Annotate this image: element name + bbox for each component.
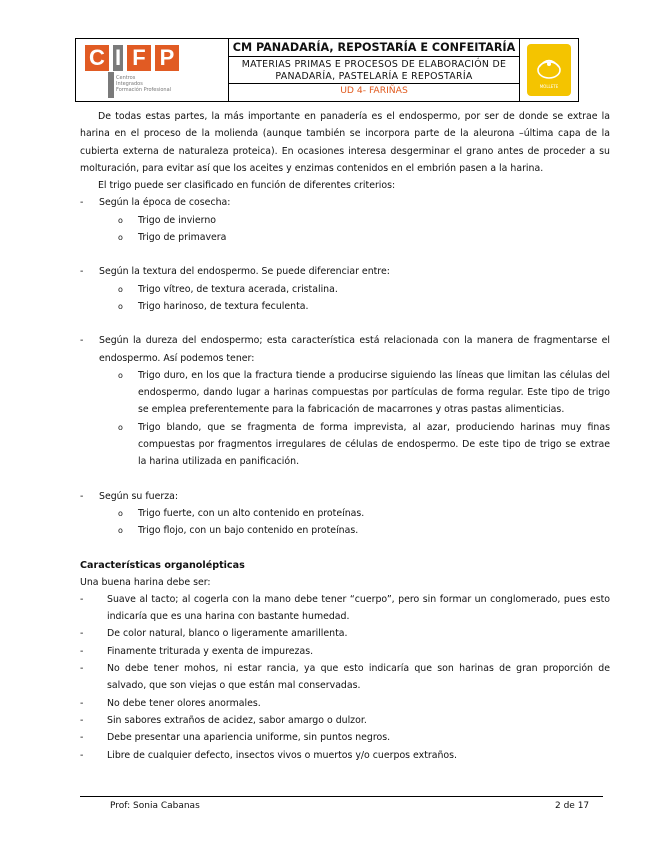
logo-letter-f: F	[127, 45, 151, 71]
page-number: 2 de 17	[555, 801, 590, 811]
section-intro: Una buena harina debe ser:	[80, 576, 211, 588]
criterion-item: - Según su fuerza:	[80, 490, 179, 502]
unit-title: UD 4- FARIÑAS	[340, 85, 408, 96]
badge-text: MOLLETE	[539, 83, 559, 89]
logo-letter-i: I	[114, 45, 122, 70]
property-item: - Finamente triturada y exenta de impurezas.	[80, 645, 314, 657]
sub-item: o Trigo duro, en los que la fractura tiende a producirse siguiendo las líneas que limitan las células del endospermo, dando lugar a harinas compuestas por partículas de forma regular. Este tipo de trigo se emplea preferentemente para la fabricación de macarrones y otras pastas alimenticias.	[118, 369, 610, 416]
cifp-logo	[76, 39, 229, 101]
property-item: - Debe presentar una apariencia uniforme, sin puntos negros.	[80, 732, 391, 744]
property-item: - Suave al tacto; al cogerla con la mano debe tener “cuerpo”, pero sin formar un conglomerado, pues esto indicaría que es una harina con bastante humedad.	[80, 593, 610, 623]
logo-bar	[108, 72, 114, 98]
course-title: CM PANADARÍA, REPOSTARÍA E CONFEITARÍA	[229, 39, 519, 57]
property-item: - No debe tener mohos, ni estar rancia, ya que esto indicaría que son harinas de gran proporción de salvado, que son viejas o que están mal conservadas.	[80, 663, 610, 692]
classification-intro: El trigo puede ser clasificado en función de diferentes criterios:	[98, 180, 396, 192]
sub-item: o Trigo de primavera	[118, 232, 227, 244]
intro-paragraph: De todas estas partes, la más importante en panadería es el endospermo, por ser de donde se extrae la harina en el proceso de la molienda (aunque también se incorpora parte de la aleurona –última capa de la cubierta externa de naturaleza proteica). En ocasiones interesa desgerminar el grano antes de proceder a su molturación, para evitar así que los aceites y enzimas contenidos en el embrión pasen a la harina.	[80, 111, 610, 174]
property-item: - Sin sabores extraños de acidez, sabor amargo o dulzor.	[80, 714, 367, 726]
criterion-item: - Según la época de cosecha:	[80, 197, 231, 209]
sub-item: o Trigo de invierno	[118, 214, 217, 226]
footer-divider	[80, 796, 603, 797]
sub-item: o Trigo vítreo, de textura acerada, cristalina.	[118, 283, 338, 295]
page-content	[80, 108, 610, 764]
logo-letter-c: C	[85, 45, 109, 71]
sub-item: o Trigo flojo, con un bajo contenido en proteínas.	[118, 525, 359, 537]
criterion-item: - Según la dureza del endospermo; esta característica está relacionada con la manera de fragmentarse el endospermo. Así podemos tener:	[80, 335, 610, 364]
property-item: - De color natural, blanco o ligeramente amarillenta.	[80, 628, 348, 640]
logo-subtitle: Centros Integrados Formación Profesional	[116, 75, 172, 93]
criterion-item: - Según la textura del endospermo. Se puede diferenciar entre:	[80, 266, 390, 278]
property-item: - No debe tener olores anormales.	[80, 697, 261, 709]
sub-item: o Trigo blando, que se fragmenta de forma imprevista, al azar, produciendo harinas muy finas compuestas por fragmentos irregulares de células de endospermo. De este tipo de trigo se extrae la harina utilizada en panificación.	[118, 421, 610, 468]
section-heading: Características organolépticas	[80, 559, 245, 571]
module-title: MATERIAS PRIMAS E PROCESOS DE ELABORACIÓN DE PANADARÍA, PASTELARÍA E REPOSTARÍA	[229, 57, 519, 84]
footer-author: Prof: Sonia Cabanas	[110, 801, 200, 811]
property-item: - Libre de cualquier defecto, insectos vivos o muertos y/o cuerpos extraños.	[80, 749, 458, 761]
sub-item: o Trigo harinoso, de textura feculenta.	[118, 300, 309, 312]
logo-letter-p: P	[155, 45, 179, 71]
bread-icon	[535, 52, 563, 82]
document-header	[75, 38, 579, 102]
sub-item: o Trigo fuerte, con un alto contenido en proteínas.	[118, 507, 365, 519]
bread-logo-badge	[527, 44, 571, 96]
